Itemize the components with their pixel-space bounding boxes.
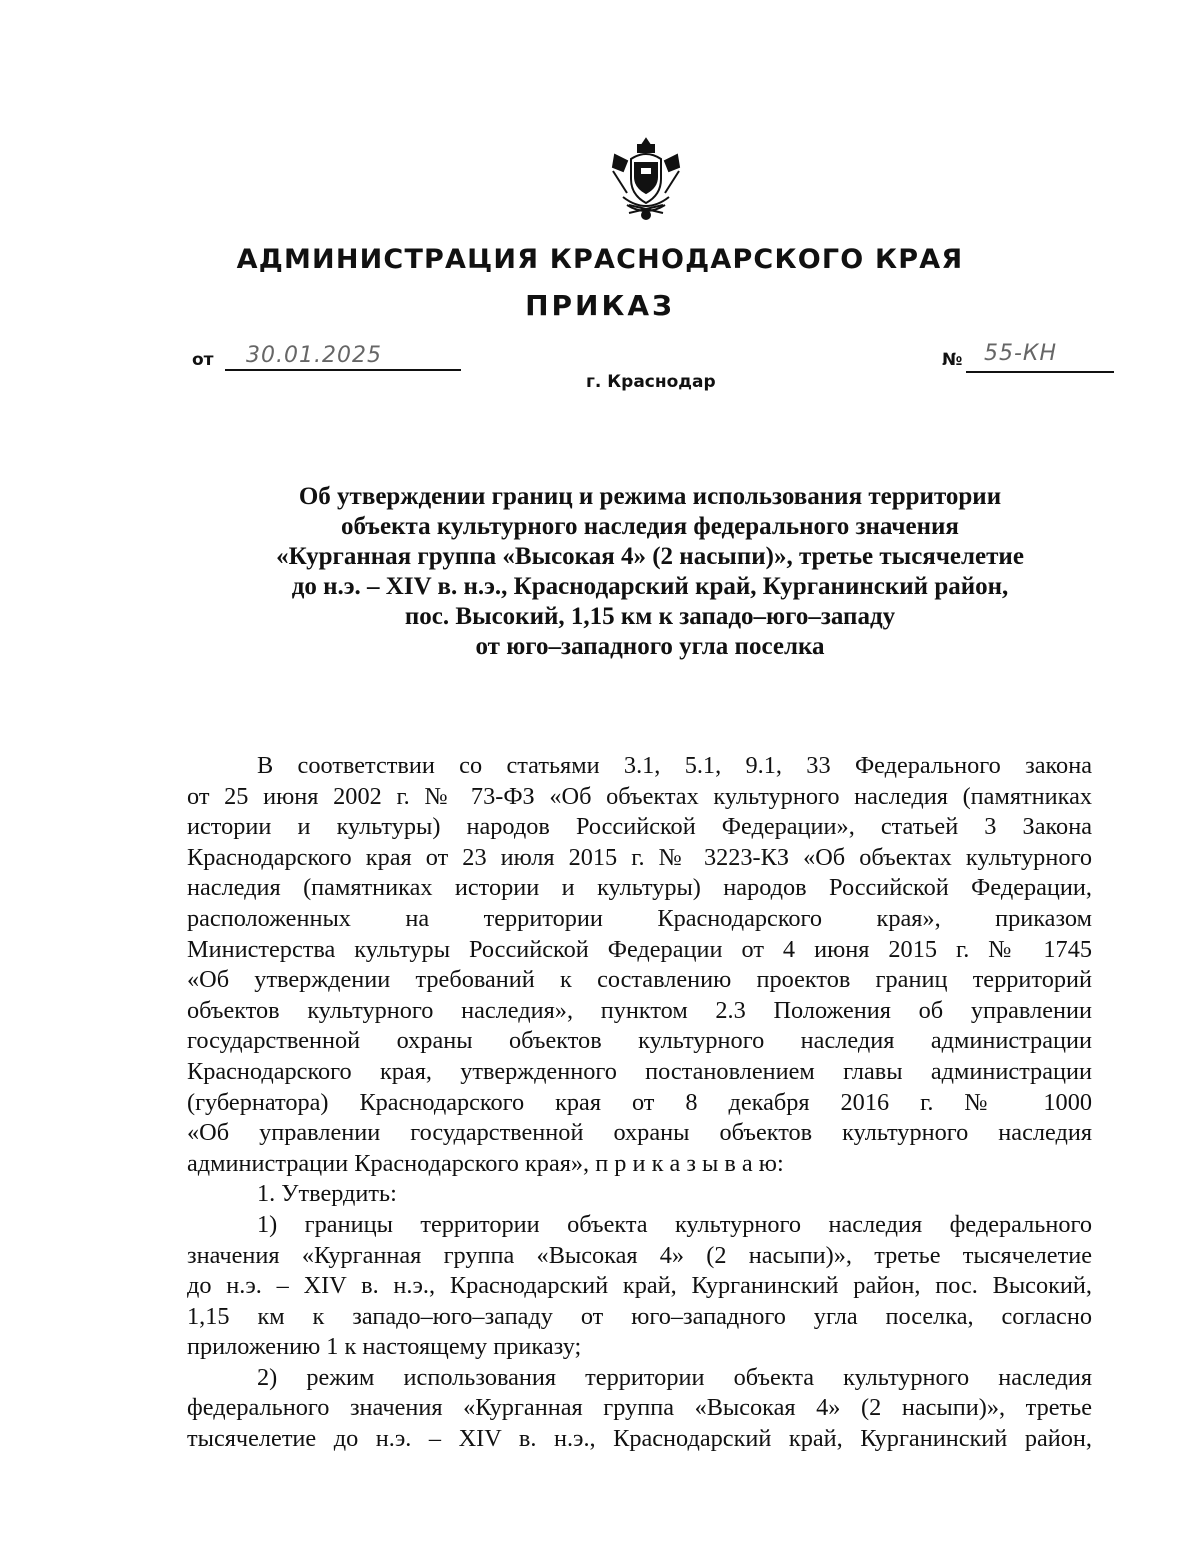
- handwritten-number: 55-КН: [984, 341, 1058, 366]
- date-label: от: [192, 350, 214, 370]
- body-line: государственной охраны объектов культурного наследия администрации: [187, 1027, 1092, 1055]
- organization-name: АДМИНИСТРАЦИЯ КРАСНОДАРСКОГО КРАЯ: [236, 244, 964, 275]
- number-label: №: [942, 350, 963, 370]
- title-line: от юго–западного угла поселка: [475, 633, 825, 660]
- body-line: Краснодарского края, утвержденного постановлением главы администрации: [187, 1057, 1092, 1085]
- body-line: федерального значения «Курганная группа «Высокая 4» (2 насыпи)», третье: [187, 1394, 1092, 1422]
- body-line: расположенных на территории Краснодарского края», приказом: [187, 904, 1092, 932]
- title-line: до н.э. – XIV в. н.э., Краснодарский край, Курганинский район,: [291, 573, 1009, 600]
- body-line: Краснодарского края от 23 июля 2015 г. № 3223-КЗ «Об объектах культурного: [187, 843, 1092, 871]
- document-body: [187, 751, 1092, 1455]
- handwritten-date: 30.01.2025: [246, 343, 382, 368]
- body-line: администрации Краснодарского края», п р и к а з ы в а ю:: [187, 1149, 784, 1177]
- body-line: (губернатора) Краснодарского края от 8 декабря 2016 г. № 1000: [187, 1088, 1092, 1116]
- body-line: 1. Утвердить:: [257, 1180, 397, 1208]
- body-line: истории и культуры) народов Российской Федерации», статьей 3 Закона: [187, 813, 1092, 841]
- title-line: «Курганная группа «Высокая 4» (2 насыпи)», третье тысячелетие: [276, 543, 1024, 570]
- document-title: [200, 482, 1100, 662]
- body-line: наследия (памятниках истории и культуры) народов Российской Федерации,: [187, 874, 1092, 902]
- title-line: пос. Высокий, 1,15 км к западо–юго–западу: [404, 603, 896, 630]
- body-line: 1,15 км к западо–юго–западу от юго–западного угла поселка, согласно: [187, 1302, 1092, 1330]
- coat-of-arms-icon: [607, 135, 685, 223]
- body-line: объектов культурного наследия», пунктом 2.3 Положения об управлении: [187, 996, 1092, 1024]
- city-label: г. Краснодар: [586, 372, 716, 392]
- title-line: объекта культурного наследия федерального значения: [341, 513, 959, 540]
- document-type: ПРИКАЗ: [525, 289, 675, 322]
- body-line: «Об управлении государственной охраны объектов культурного наследия: [187, 1119, 1092, 1147]
- body-line: до н.э. – XIV в. н.э., Краснодарский край, Курганинский район, пос. Высокий,: [187, 1272, 1092, 1300]
- body-line: В соответствии со статьями 3.1, 5.1, 9.1, 33 Федерального закона: [257, 752, 1092, 779]
- body-line: от 25 июня 2002 г. № 73-ФЗ «Об объектах культурного наследия (памятниках: [187, 782, 1092, 810]
- title-line: Об утверждении границ и режима использования территории: [298, 483, 1002, 510]
- body-line: 1) границы территории объекта культурного наследия федерального: [257, 1210, 1092, 1238]
- body-line: «Об утверждении требований к составлению проектов границ территорий: [187, 966, 1092, 994]
- body-line: приложению 1 к настоящему приказу;: [187, 1333, 582, 1361]
- body-line: 2) режим использования территории объекта культурного наследия: [257, 1363, 1092, 1391]
- body-line: значения «Курганная группа «Высокая 4» (2 насыпи)», третье тысячелетие: [187, 1241, 1092, 1269]
- body-line: Министерства культуры Российской Федерации от 4 июня 2015 г. № 1745: [187, 935, 1092, 963]
- body-line: тысячелетие до н.э. – XIV в. н.э., Краснодарский край, Курганинский район,: [187, 1425, 1092, 1453]
